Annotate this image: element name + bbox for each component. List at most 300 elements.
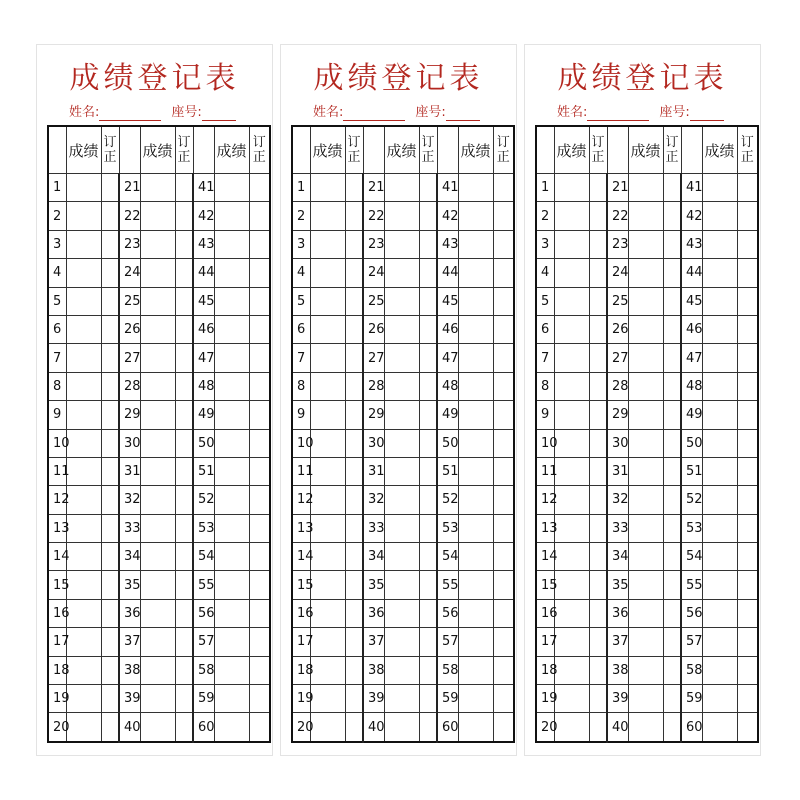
score-cell[interactable] [384, 202, 419, 230]
correction-cell[interactable] [737, 315, 758, 343]
correction-cell[interactable] [101, 713, 119, 742]
score-cell[interactable] [554, 486, 589, 514]
score-cell[interactable] [140, 656, 175, 684]
correction-cell[interactable] [493, 315, 514, 343]
correction-cell[interactable] [249, 571, 270, 599]
correction-cell[interactable] [419, 599, 437, 627]
correction-cell[interactable] [663, 457, 681, 485]
correction-cell[interactable] [493, 685, 514, 713]
score-cell[interactable] [458, 571, 493, 599]
correction-cell[interactable] [419, 401, 437, 429]
correction-cell[interactable] [737, 202, 758, 230]
score-cell[interactable] [310, 628, 345, 656]
correction-cell[interactable] [249, 656, 270, 684]
correction-cell[interactable] [589, 656, 607, 684]
correction-cell[interactable] [101, 628, 119, 656]
score-cell[interactable] [384, 372, 419, 400]
correction-cell[interactable] [101, 344, 119, 372]
seat-field[interactable] [690, 107, 724, 121]
score-cell[interactable] [554, 571, 589, 599]
correction-cell[interactable] [737, 287, 758, 315]
score-cell[interactable] [214, 685, 249, 713]
score-cell[interactable] [458, 685, 493, 713]
score-cell[interactable] [702, 259, 737, 287]
correction-cell[interactable] [737, 543, 758, 571]
correction-cell[interactable] [589, 571, 607, 599]
score-cell[interactable] [66, 344, 101, 372]
score-cell[interactable] [66, 202, 101, 230]
correction-cell[interactable] [493, 287, 514, 315]
score-cell[interactable] [214, 401, 249, 429]
score-cell[interactable] [384, 401, 419, 429]
score-cell[interactable] [554, 174, 589, 202]
correction-cell[interactable] [345, 429, 363, 457]
score-cell[interactable] [214, 372, 249, 400]
correction-cell[interactable] [175, 372, 193, 400]
correction-cell[interactable] [175, 230, 193, 258]
correction-cell[interactable] [493, 656, 514, 684]
correction-cell[interactable] [663, 713, 681, 742]
correction-cell[interactable] [663, 174, 681, 202]
score-cell[interactable] [66, 401, 101, 429]
correction-cell[interactable] [589, 315, 607, 343]
score-cell[interactable] [140, 344, 175, 372]
score-cell[interactable] [628, 514, 663, 542]
correction-cell[interactable] [249, 514, 270, 542]
correction-cell[interactable] [663, 315, 681, 343]
score-cell[interactable] [702, 174, 737, 202]
correction-cell[interactable] [249, 713, 270, 742]
score-cell[interactable] [628, 457, 663, 485]
correction-cell[interactable] [101, 230, 119, 258]
score-cell[interactable] [554, 457, 589, 485]
correction-cell[interactable] [589, 429, 607, 457]
correction-cell[interactable] [493, 514, 514, 542]
correction-cell[interactable] [345, 628, 363, 656]
score-cell[interactable] [628, 315, 663, 343]
seat-field[interactable] [202, 107, 236, 121]
score-cell[interactable] [310, 457, 345, 485]
score-cell[interactable] [310, 685, 345, 713]
correction-cell[interactable] [589, 599, 607, 627]
correction-cell[interactable] [589, 514, 607, 542]
score-cell[interactable] [140, 457, 175, 485]
score-cell[interactable] [140, 571, 175, 599]
score-cell[interactable] [702, 372, 737, 400]
correction-cell[interactable] [663, 401, 681, 429]
score-cell[interactable] [66, 486, 101, 514]
correction-cell[interactable] [663, 429, 681, 457]
score-cell[interactable] [628, 174, 663, 202]
score-cell[interactable] [702, 315, 737, 343]
score-cell[interactable] [310, 287, 345, 315]
score-cell[interactable] [214, 230, 249, 258]
score-cell[interactable] [384, 713, 419, 742]
score-cell[interactable] [66, 457, 101, 485]
correction-cell[interactable] [493, 230, 514, 258]
score-cell[interactable] [66, 685, 101, 713]
correction-cell[interactable] [175, 628, 193, 656]
correction-cell[interactable] [345, 202, 363, 230]
correction-cell[interactable] [737, 599, 758, 627]
score-cell[interactable] [66, 713, 101, 742]
score-cell[interactable] [554, 656, 589, 684]
score-cell[interactable] [214, 543, 249, 571]
correction-cell[interactable] [493, 202, 514, 230]
score-cell[interactable] [458, 457, 493, 485]
score-cell[interactable] [384, 429, 419, 457]
correction-cell[interactable] [663, 344, 681, 372]
score-cell[interactable] [554, 599, 589, 627]
score-cell[interactable] [458, 514, 493, 542]
correction-cell[interactable] [737, 401, 758, 429]
correction-cell[interactable] [493, 259, 514, 287]
correction-cell[interactable] [663, 514, 681, 542]
score-cell[interactable] [310, 344, 345, 372]
correction-cell[interactable] [175, 401, 193, 429]
correction-cell[interactable] [175, 174, 193, 202]
correction-cell[interactable] [663, 571, 681, 599]
score-cell[interactable] [384, 571, 419, 599]
correction-cell[interactable] [589, 628, 607, 656]
correction-cell[interactable] [493, 174, 514, 202]
correction-cell[interactable] [101, 315, 119, 343]
score-cell[interactable] [554, 685, 589, 713]
score-cell[interactable] [140, 599, 175, 627]
correction-cell[interactable] [737, 259, 758, 287]
correction-cell[interactable] [493, 571, 514, 599]
correction-cell[interactable] [101, 287, 119, 315]
correction-cell[interactable] [419, 457, 437, 485]
score-cell[interactable] [458, 372, 493, 400]
correction-cell[interactable] [419, 372, 437, 400]
correction-cell[interactable] [175, 315, 193, 343]
correction-cell[interactable] [737, 656, 758, 684]
score-cell[interactable] [628, 656, 663, 684]
score-cell[interactable] [628, 287, 663, 315]
score-cell[interactable] [702, 685, 737, 713]
correction-cell[interactable] [101, 174, 119, 202]
score-cell[interactable] [140, 287, 175, 315]
score-cell[interactable] [458, 599, 493, 627]
correction-cell[interactable] [493, 457, 514, 485]
score-cell[interactable] [554, 259, 589, 287]
correction-cell[interactable] [737, 571, 758, 599]
correction-cell[interactable] [589, 401, 607, 429]
score-cell[interactable] [458, 287, 493, 315]
correction-cell[interactable] [737, 457, 758, 485]
correction-cell[interactable] [101, 543, 119, 571]
correction-cell[interactable] [175, 344, 193, 372]
correction-cell[interactable] [345, 230, 363, 258]
score-cell[interactable] [140, 174, 175, 202]
correction-cell[interactable] [101, 372, 119, 400]
score-cell[interactable] [140, 259, 175, 287]
correction-cell[interactable] [589, 372, 607, 400]
score-cell[interactable] [554, 401, 589, 429]
correction-cell[interactable] [419, 486, 437, 514]
score-cell[interactable] [702, 656, 737, 684]
correction-cell[interactable] [737, 429, 758, 457]
correction-cell[interactable] [663, 287, 681, 315]
score-cell[interactable] [702, 429, 737, 457]
score-cell[interactable] [458, 202, 493, 230]
correction-cell[interactable] [345, 685, 363, 713]
correction-cell[interactable] [175, 713, 193, 742]
score-cell[interactable] [310, 429, 345, 457]
correction-cell[interactable] [589, 685, 607, 713]
score-cell[interactable] [628, 571, 663, 599]
score-cell[interactable] [214, 628, 249, 656]
correction-cell[interactable] [493, 429, 514, 457]
correction-cell[interactable] [101, 486, 119, 514]
correction-cell[interactable] [175, 599, 193, 627]
correction-cell[interactable] [589, 457, 607, 485]
score-cell[interactable] [66, 174, 101, 202]
correction-cell[interactable] [175, 685, 193, 713]
correction-cell[interactable] [249, 486, 270, 514]
correction-cell[interactable] [663, 202, 681, 230]
score-cell[interactable] [384, 628, 419, 656]
score-cell[interactable] [310, 713, 345, 742]
correction-cell[interactable] [589, 486, 607, 514]
correction-cell[interactable] [663, 656, 681, 684]
correction-cell[interactable] [419, 571, 437, 599]
score-cell[interactable] [702, 287, 737, 315]
score-cell[interactable] [384, 174, 419, 202]
correction-cell[interactable] [101, 599, 119, 627]
correction-cell[interactable] [345, 599, 363, 627]
score-cell[interactable] [310, 656, 345, 684]
score-cell[interactable] [554, 514, 589, 542]
score-cell[interactable] [628, 685, 663, 713]
correction-cell[interactable] [493, 486, 514, 514]
correction-cell[interactable] [737, 344, 758, 372]
correction-cell[interactable] [175, 571, 193, 599]
correction-cell[interactable] [249, 344, 270, 372]
correction-cell[interactable] [419, 202, 437, 230]
correction-cell[interactable] [419, 514, 437, 542]
score-cell[interactable] [458, 543, 493, 571]
correction-cell[interactable] [663, 685, 681, 713]
seat-field[interactable] [446, 107, 480, 121]
correction-cell[interactable] [737, 713, 758, 742]
correction-cell[interactable] [663, 599, 681, 627]
score-cell[interactable] [384, 599, 419, 627]
score-cell[interactable] [214, 571, 249, 599]
correction-cell[interactable] [737, 628, 758, 656]
score-cell[interactable] [140, 202, 175, 230]
correction-cell[interactable] [345, 571, 363, 599]
correction-cell[interactable] [175, 486, 193, 514]
correction-cell[interactable] [663, 628, 681, 656]
correction-cell[interactable] [663, 486, 681, 514]
score-cell[interactable] [310, 372, 345, 400]
score-cell[interactable] [384, 344, 419, 372]
score-cell[interactable] [702, 543, 737, 571]
correction-cell[interactable] [589, 287, 607, 315]
score-cell[interactable] [310, 230, 345, 258]
correction-cell[interactable] [663, 543, 681, 571]
score-cell[interactable] [554, 713, 589, 742]
score-cell[interactable] [628, 259, 663, 287]
score-cell[interactable] [66, 315, 101, 343]
score-cell[interactable] [554, 315, 589, 343]
score-cell[interactable] [458, 344, 493, 372]
score-cell[interactable] [66, 259, 101, 287]
score-cell[interactable] [310, 599, 345, 627]
correction-cell[interactable] [493, 372, 514, 400]
correction-cell[interactable] [345, 656, 363, 684]
score-cell[interactable] [554, 202, 589, 230]
score-cell[interactable] [310, 486, 345, 514]
correction-cell[interactable] [249, 230, 270, 258]
score-cell[interactable] [458, 429, 493, 457]
score-cell[interactable] [310, 401, 345, 429]
score-cell[interactable] [66, 514, 101, 542]
correction-cell[interactable] [175, 429, 193, 457]
correction-cell[interactable] [175, 543, 193, 571]
score-cell[interactable] [702, 514, 737, 542]
score-cell[interactable] [310, 543, 345, 571]
score-cell[interactable] [140, 514, 175, 542]
score-cell[interactable] [310, 259, 345, 287]
score-cell[interactable] [554, 344, 589, 372]
score-cell[interactable] [458, 230, 493, 258]
score-cell[interactable] [140, 429, 175, 457]
score-cell[interactable] [140, 230, 175, 258]
score-cell[interactable] [458, 259, 493, 287]
score-cell[interactable] [458, 174, 493, 202]
correction-cell[interactable] [663, 230, 681, 258]
score-cell[interactable] [458, 401, 493, 429]
correction-cell[interactable] [249, 202, 270, 230]
correction-cell[interactable] [101, 429, 119, 457]
correction-cell[interactable] [345, 174, 363, 202]
score-cell[interactable] [140, 628, 175, 656]
score-cell[interactable] [384, 685, 419, 713]
correction-cell[interactable] [345, 259, 363, 287]
score-cell[interactable] [140, 401, 175, 429]
score-cell[interactable] [214, 713, 249, 742]
score-cell[interactable] [384, 486, 419, 514]
score-cell[interactable] [702, 599, 737, 627]
correction-cell[interactable] [345, 514, 363, 542]
score-cell[interactable] [384, 287, 419, 315]
score-cell[interactable] [702, 230, 737, 258]
correction-cell[interactable] [175, 514, 193, 542]
correction-cell[interactable] [101, 401, 119, 429]
score-cell[interactable] [66, 429, 101, 457]
correction-cell[interactable] [175, 457, 193, 485]
score-cell[interactable] [702, 713, 737, 742]
correction-cell[interactable] [249, 685, 270, 713]
correction-cell[interactable] [419, 174, 437, 202]
score-cell[interactable] [628, 599, 663, 627]
correction-cell[interactable] [175, 259, 193, 287]
correction-cell[interactable] [345, 457, 363, 485]
score-cell[interactable] [66, 372, 101, 400]
correction-cell[interactable] [345, 344, 363, 372]
correction-cell[interactable] [493, 713, 514, 742]
score-cell[interactable] [554, 429, 589, 457]
correction-cell[interactable] [419, 230, 437, 258]
score-cell[interactable] [66, 656, 101, 684]
correction-cell[interactable] [175, 656, 193, 684]
score-cell[interactable] [458, 486, 493, 514]
score-cell[interactable] [214, 315, 249, 343]
score-cell[interactable] [214, 599, 249, 627]
score-cell[interactable] [66, 543, 101, 571]
score-cell[interactable] [214, 344, 249, 372]
correction-cell[interactable] [737, 685, 758, 713]
correction-cell[interactable] [249, 287, 270, 315]
score-cell[interactable] [554, 372, 589, 400]
score-cell[interactable] [702, 571, 737, 599]
correction-cell[interactable] [345, 543, 363, 571]
correction-cell[interactable] [249, 543, 270, 571]
score-cell[interactable] [458, 656, 493, 684]
score-cell[interactable] [384, 315, 419, 343]
correction-cell[interactable] [493, 599, 514, 627]
correction-cell[interactable] [419, 713, 437, 742]
score-cell[interactable] [384, 543, 419, 571]
score-cell[interactable] [214, 514, 249, 542]
correction-cell[interactable] [663, 259, 681, 287]
score-cell[interactable] [66, 599, 101, 627]
score-cell[interactable] [214, 174, 249, 202]
score-cell[interactable] [554, 287, 589, 315]
score-cell[interactable] [702, 344, 737, 372]
correction-cell[interactable] [345, 713, 363, 742]
score-cell[interactable] [628, 628, 663, 656]
correction-cell[interactable] [175, 287, 193, 315]
correction-cell[interactable] [737, 230, 758, 258]
correction-cell[interactable] [249, 401, 270, 429]
correction-cell[interactable] [249, 429, 270, 457]
score-cell[interactable] [384, 656, 419, 684]
score-cell[interactable] [140, 486, 175, 514]
correction-cell[interactable] [419, 543, 437, 571]
score-cell[interactable] [628, 401, 663, 429]
correction-cell[interactable] [345, 372, 363, 400]
score-cell[interactable] [214, 259, 249, 287]
correction-cell[interactable] [589, 713, 607, 742]
score-cell[interactable] [628, 230, 663, 258]
score-cell[interactable] [554, 543, 589, 571]
score-cell[interactable] [628, 372, 663, 400]
score-cell[interactable] [310, 202, 345, 230]
score-cell[interactable] [214, 429, 249, 457]
score-cell[interactable] [140, 713, 175, 742]
score-cell[interactable] [702, 202, 737, 230]
score-cell[interactable] [458, 628, 493, 656]
score-cell[interactable] [628, 429, 663, 457]
score-cell[interactable] [702, 628, 737, 656]
score-cell[interactable] [214, 457, 249, 485]
score-cell[interactable] [214, 202, 249, 230]
score-cell[interactable] [140, 543, 175, 571]
correction-cell[interactable] [419, 628, 437, 656]
score-cell[interactable] [214, 486, 249, 514]
correction-cell[interactable] [101, 202, 119, 230]
score-cell[interactable] [214, 656, 249, 684]
correction-cell[interactable] [249, 457, 270, 485]
correction-cell[interactable] [345, 486, 363, 514]
correction-cell[interactable] [101, 656, 119, 684]
correction-cell[interactable] [663, 372, 681, 400]
score-cell[interactable] [310, 315, 345, 343]
